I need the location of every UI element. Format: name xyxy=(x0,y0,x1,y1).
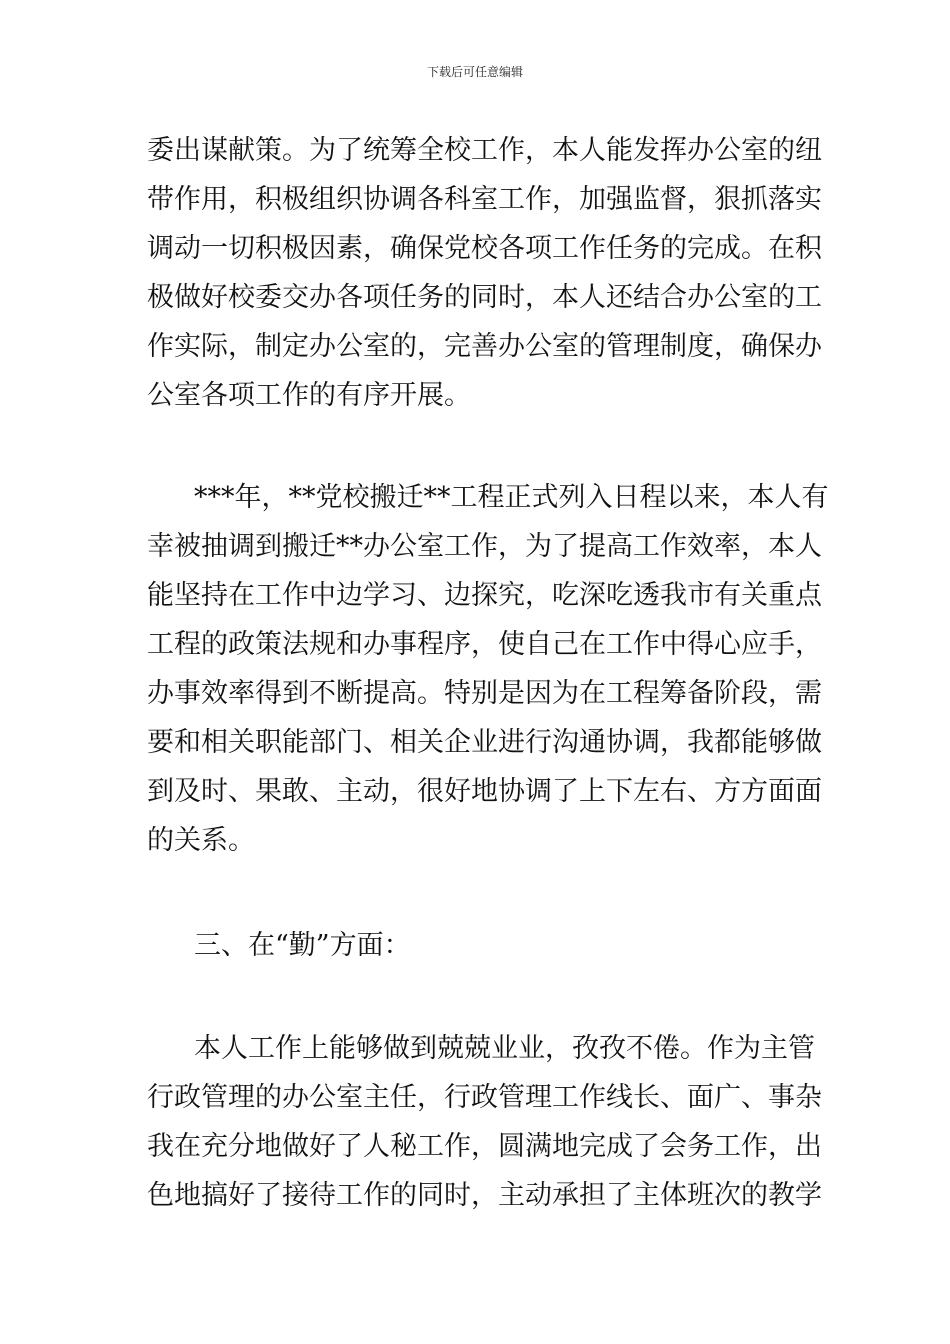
section-heading: 三、在“勤”方面： xyxy=(194,930,411,961)
paragraph-3-line-4: 色地搞好了接待工作的同时，主动承担了主体班次的教学 xyxy=(147,1180,822,1211)
paragraph-2-line-4: 工程的政策法规和办事程序，使自己在工作中得心应手， xyxy=(147,629,822,660)
paragraph-2-line-5: 办事效率得到不断提高。特别是因为在工程筹备阶段，需 xyxy=(147,678,822,709)
paragraph-2-line-7: 到及时、果敢、主动，很好地协调了上下左右、方方面面 xyxy=(147,776,822,807)
page-header: 下载后可任意编辑 xyxy=(426,65,523,79)
paragraph-2-line-8: 的关系。 xyxy=(147,825,255,856)
paragraph-2-line-6: 要和相关职能部门、相关企业进行沟通协调，我都能够做 xyxy=(147,727,822,758)
paragraph-3-line-2: 行政管理的办公室主任，行政管理工作线长、面广、事杂 xyxy=(147,1082,822,1113)
paragraph-1-line-5: 作实际，制定办公室的，完善办公室的管理制度，确保办 xyxy=(147,331,822,362)
paragraph-3-line-1: 本人工作上能够做到兢兢业业，孜孜不倦。作为主管 xyxy=(194,1033,815,1064)
paragraph-1-line-3: 调动一切积极因素，确保党校各项工作任务的完成。在积 xyxy=(147,233,822,264)
paragraph-1-line-1: 委出谋献策。为了统筹全校工作，本人能发挥办公室的纽 xyxy=(147,135,822,166)
paragraph-1-line-4: 极做好校委交办各项任务的同时，本人还结合办公室的工 xyxy=(147,282,822,313)
paragraph-1-line-6: 公室各项工作的有序开展。 xyxy=(147,380,471,411)
paragraph-1-line-2: 带作用，积极组织协调各科室工作，加强监督，狠抓落实 xyxy=(147,184,822,215)
paragraph-2-line-3: 能坚持在工作中边学习、边探究，吃深吃透我市有关重点 xyxy=(147,580,822,611)
paragraph-2-line-2: 幸被抽调到搬迁**办公室工作，为了提高工作效率，本人 xyxy=(147,531,822,562)
paragraph-2-line-1: ***年，**党校搬迁**工程正式列入日程以来，本人有 xyxy=(194,482,829,513)
paragraph-3-line-3: 我在充分地做好了人秘工作，圆满地完成了会务工作，出 xyxy=(147,1131,822,1162)
